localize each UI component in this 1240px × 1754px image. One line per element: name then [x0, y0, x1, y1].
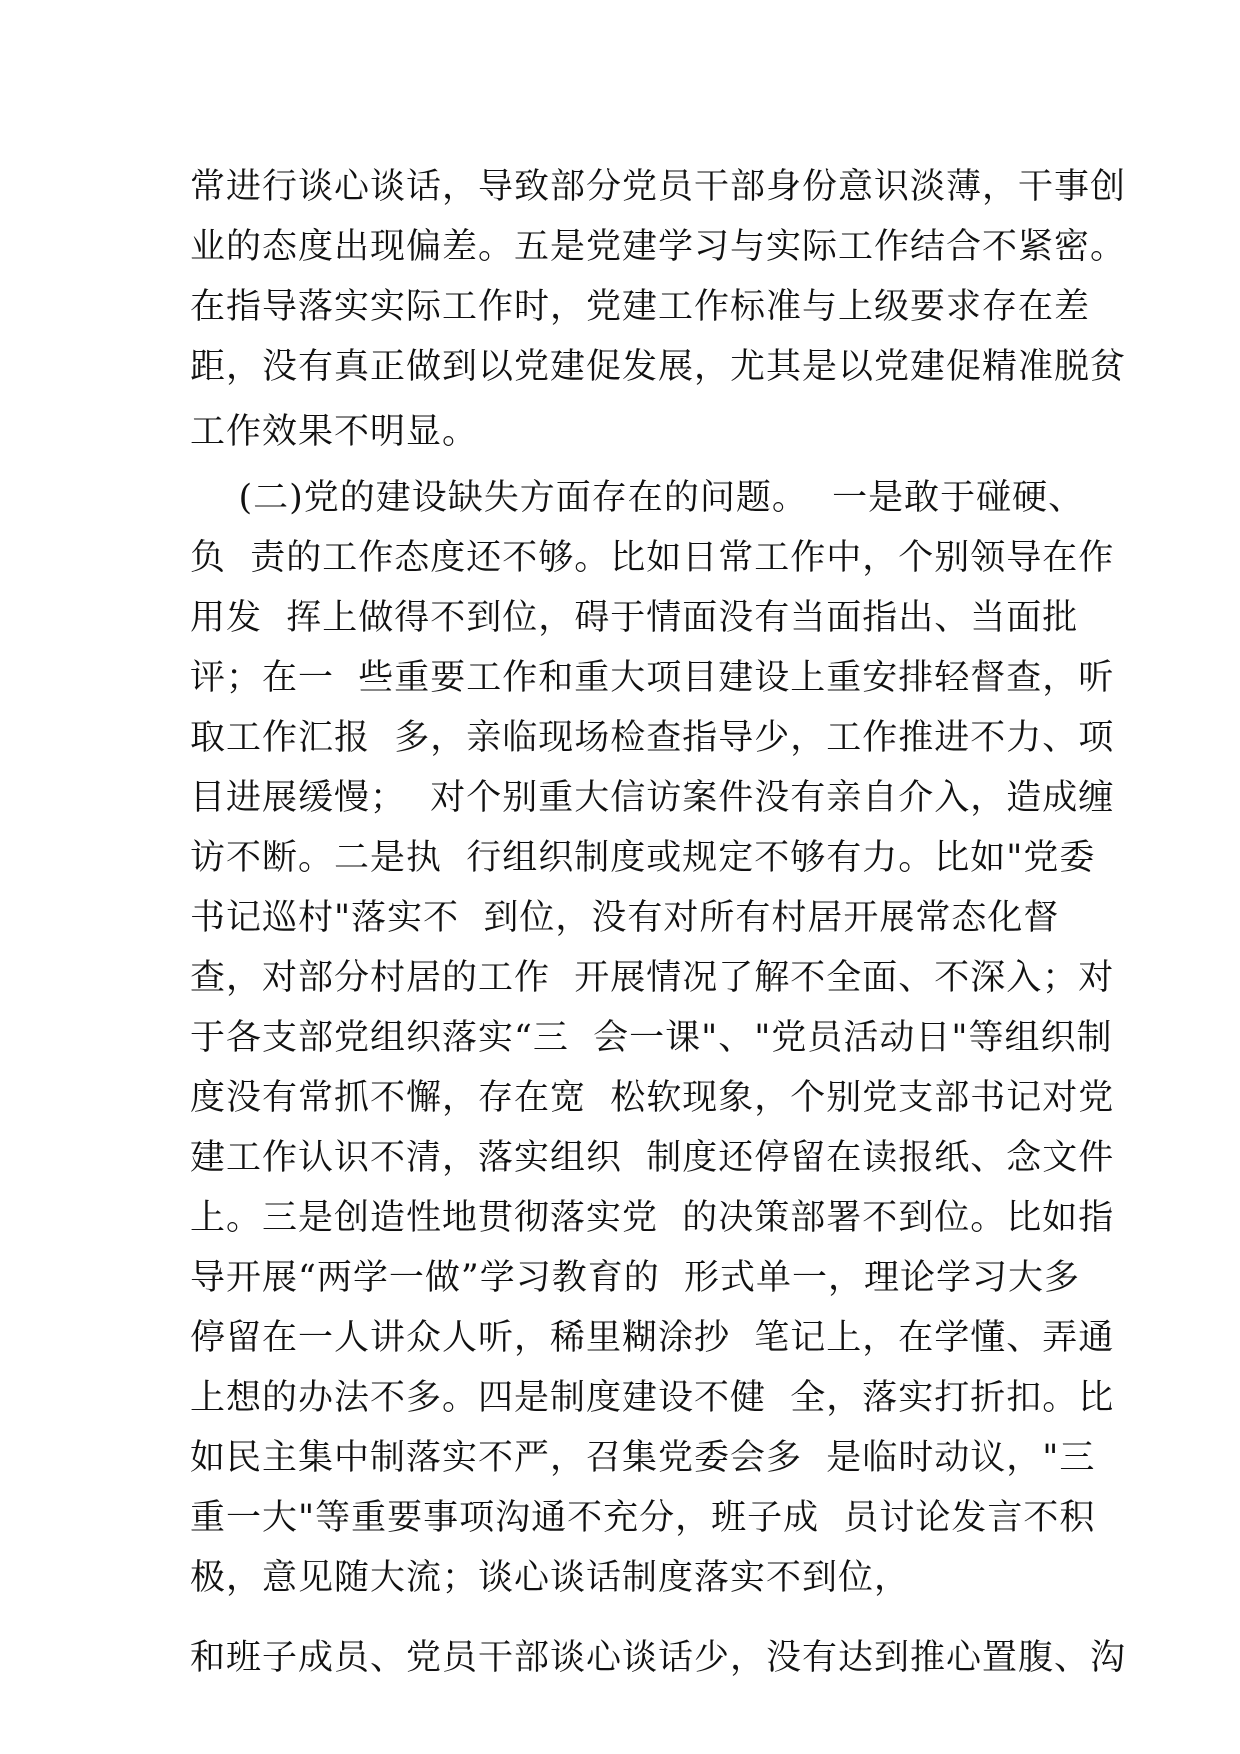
text-line: 书记巡村"落实不 到位，没有对所有村居开展常态化督 [190, 898, 1060, 938]
text-line: 重一大"等重要事项沟通不充分，班子成 员讨论发言不积 [190, 1498, 1096, 1538]
text-line: 上想的办法不多。四是制度建设不健 全，落实打折扣。比 [190, 1378, 1115, 1418]
text-line: 上。三是创造性地贯彻落实党 的决策部署不到位。比如指 [190, 1198, 1115, 1238]
text-line: 建工作认识不清，落实组织 制度还停留在读报纸、念文件 [190, 1138, 1115, 1178]
text-line: 用发 挥上做得不到位，碍于情面没有当面指出、当面批 [190, 598, 1079, 638]
text-line: 在指导落实实际工作时，党建工作标准与上级要求存在差 [190, 287, 1091, 327]
text-line: 负 责的工作态度还不够。比如日常工作中，个别领导在作 [190, 538, 1115, 578]
text-line: 查，对部分村居的工作 开展情况了解不全面、不深入；对 [190, 958, 1115, 998]
text-line: 于各支部党组织落实“三 会一课"、"党员活动日"等组织制 [190, 1018, 1113, 1058]
text-line: 目进展缓慢； 对个别重大信访案件没有亲自介入，造成缠 [190, 778, 1115, 818]
text-line: 距，没有真正做到以党建促发展，尤其是以党建促精准脱贫 [190, 347, 1127, 387]
text-line: 工作效果不明显。 [190, 412, 479, 452]
text-line: 访不断。二是执 行组织制度或规定不够有力。比如"党委 [190, 838, 1096, 878]
text-line: 评；在一 些重要工作和重大项目建设上重安排轻督查，听 [190, 658, 1115, 698]
text-line: 极，意见随大流；谈心谈话制度落实不到位， [190, 1558, 911, 1598]
text-line: 常进行谈心谈话，导致部分党员干部身份意识淡薄，干事创 [190, 167, 1127, 207]
text-line: 度没有常抓不懈，存在宽 松软现象，个别党支部书记对党 [190, 1078, 1115, 1118]
text-line: 如民主集中制落实不严，召集党委会多 是临时动议，"三 [190, 1438, 1096, 1478]
text-line: 取工作汇报 多，亲临现场检查指导少，工作推进不力、项 [190, 718, 1115, 758]
text-line: 导开展“两学一做”学习教育的 形式单一，理论学习大多 [190, 1258, 1081, 1298]
text-line: 业的态度出现偏差。五是党建学习与实际工作结合不紧密。 [190, 227, 1127, 267]
text-line: 和班子成员、党员干部谈心谈话少，没有达到推心置腹、沟 [190, 1638, 1127, 1678]
text-line: 停留在一人讲众人听，稀里糊涂抄 笔记上，在学懂、弄通 [190, 1318, 1115, 1358]
section-heading-line: (二)党的建设缺失方面存在的问题。 一是敢于碰硬、 [190, 478, 1085, 518]
